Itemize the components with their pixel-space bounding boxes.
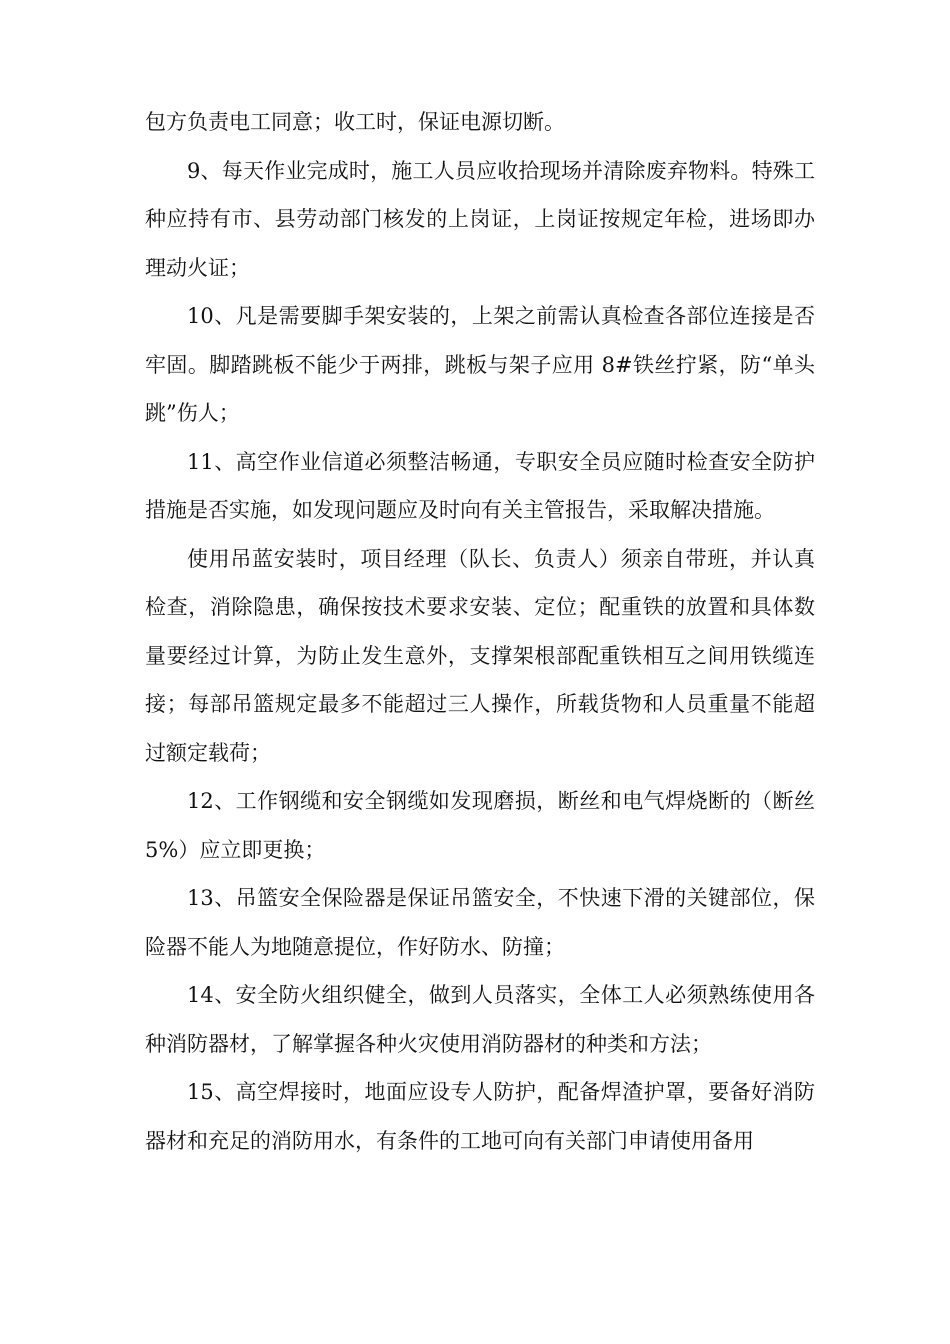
paragraph-gondola-install: 使用吊蓝安装时，项目经理（队长、负责人）须亲自带班，并认真检查，消除隐患，确保按技术要求安装、定位；配重铁的放置和具体数量要经过计算，为防止发生意外，支撑架根部配重铁相互之间用铁缆连接；每部吊篮规定最多不能超过三人操作，所载货物和人员重量不能超过额定载荷； — [145, 546, 815, 765]
paragraph-item-10: 10、凡是需要脚手架安装的，上架之前需认真检查各部位连接是否牢固。脚踏跳板不能少于两排，跳板与架子应用 8#铁丝拧紧，防“单头跳”伤人； — [145, 304, 815, 425]
paragraph-item-15: 15、高空焊接时，地面应设专人防护，配备焊渣护罩，要备好消防器材和充足的消防用水，有条件的工地可向有关部门申请使用备用 — [145, 1080, 815, 1153]
paragraph-item-13: 13、吊篮安全保险器是保证吊篮安全，不快速下滑的关键部位，保险器不能人为地随意提位，作好防水、防撞； — [145, 886, 815, 959]
document-body — [145, 98, 815, 1165]
paragraph-item-11: 11、高空作业信道必须整洁畅通，专职安全员应随时检查安全防护措施是否实施，如发现问题应及时向有关主管报告，采取解决措施。 — [145, 449, 815, 522]
paragraph-item-14: 14、安全防火组织健全，做到人员落实，全体工人必须熟练使用各种消防器材，了解掌握各种火灾使用消防器材的种类和方法； — [145, 983, 815, 1056]
paragraph-item-9: 9、每天作业完成时，施工人员应收拾现场并清除废弃物料。特殊工种应持有市、县劳动部门核发的上岗证，上岗证按规定年检，进场即办理动火证； — [145, 158, 815, 280]
paragraph-item-12: 12、工作钢缆和安全钢缆如发现磨损，断丝和电气焊烧断的（断丝 5%）应立即更换； — [145, 789, 815, 862]
paragraph-continuation: 包方负责电工同意；收工时，保证电源切断。 — [145, 110, 565, 134]
